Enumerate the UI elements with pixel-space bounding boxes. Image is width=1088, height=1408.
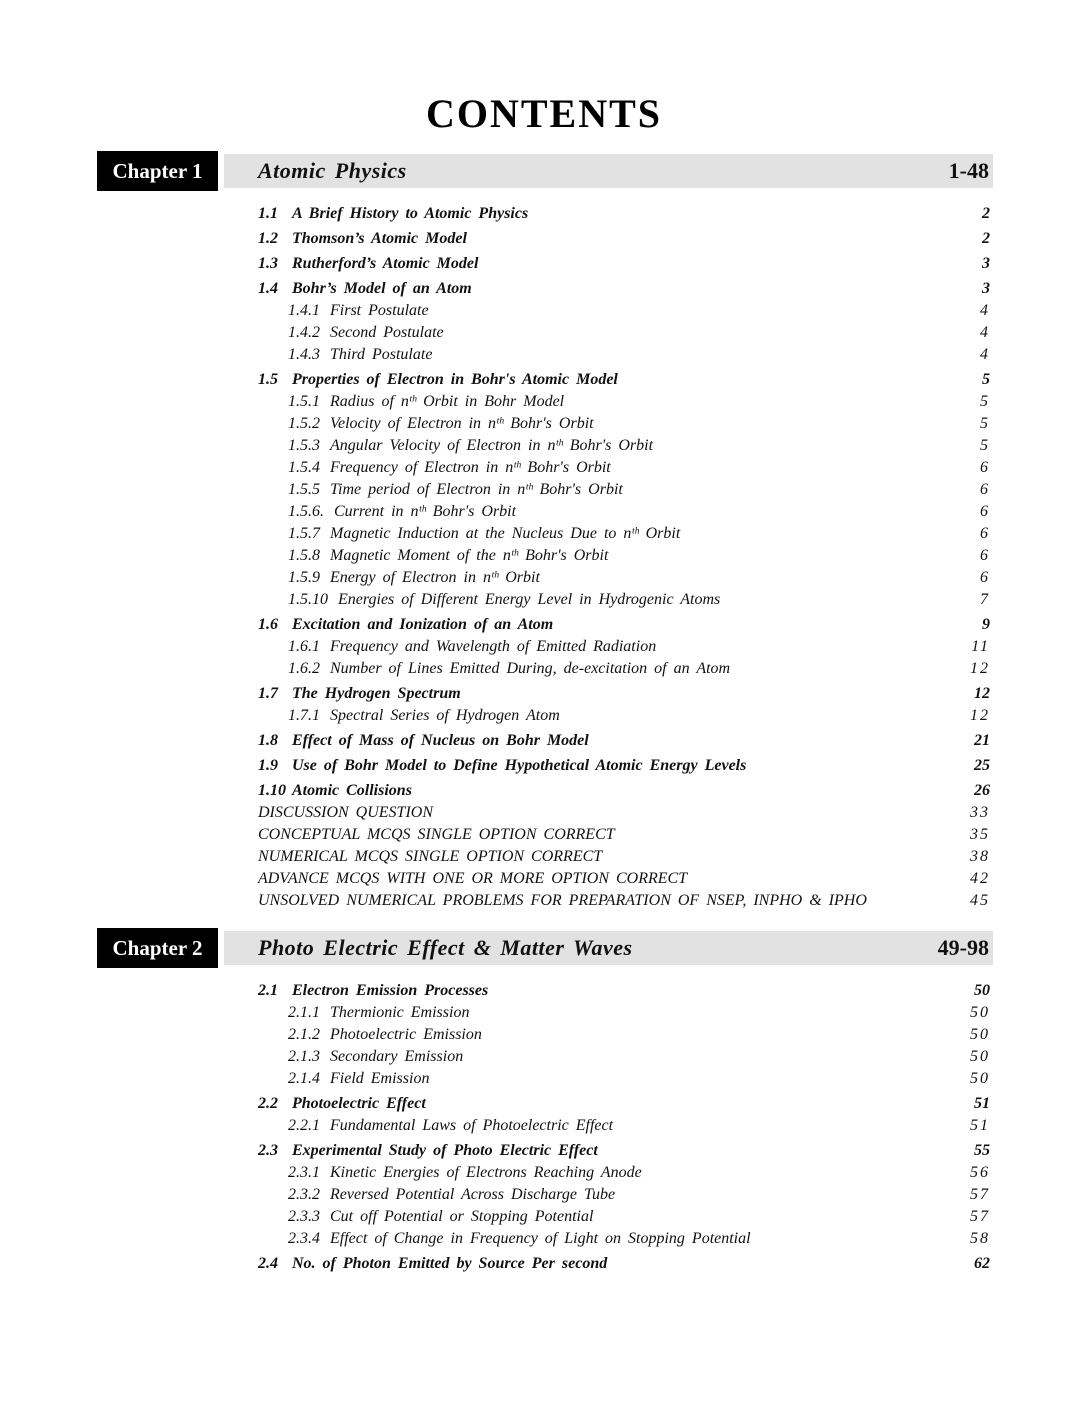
toc-entry-row [258,636,990,658]
entry-title: Cut off Potential or Stopping Potential [330,1208,594,1225]
entry-page-number: 6 [980,503,990,520]
entry-number: 2.3.2 [288,1186,320,1203]
entry-title: NUMERICAL MCQS SINGLE OPTION CORRECT [258,848,603,865]
entry-number: 1.5.3 [288,437,320,454]
entry-number: 2.3.4 [288,1230,320,1247]
entry-title: Thermionic Emission [330,1004,470,1021]
entry-title: Angular Velocity of Electron in nᵗʰ Bohr's Orbit [330,437,654,454]
chapter-label: Chapter 2 [97,928,224,968]
toc-entry-row [258,802,990,824]
toc-entry-row [258,523,990,545]
entry-title: Magnetic Moment of the nᵗʰ Bohr's Orbit [330,547,609,564]
entry-page-number: 4 [980,324,990,341]
entry-number: 1.5.6. [288,503,324,520]
toc-entry-row [258,567,990,589]
toc-entry-row [258,322,990,344]
entry-title: Energy of Electron in nᵗʰ Orbit [330,569,540,586]
entry-number: 2.1.3 [288,1048,320,1065]
toc-entry-row [258,369,990,391]
toc-entry-row [258,545,990,567]
entry-title: DISCUSSION QUESTION [258,804,433,821]
entry-title: Time period of Electron in nᵗʰ Bohr's Orbit [330,481,623,498]
entry-number: 1.4.2 [288,324,320,341]
entry-title: Rutherford’s Atomic Model [292,255,479,272]
entry-page-number: 9 [982,616,990,633]
entry-number: 2.4 [258,1255,278,1272]
entry-number: 1.6.2 [288,660,320,677]
toc-entry-row [258,614,990,636]
entry-title: Effect of Change in Frequency of Light on Stopping Potential [330,1230,751,1247]
toc-entry-row [258,980,990,1002]
entry-title: Thomson’s Atomic Model [292,230,467,247]
entry-number: 1.5.2 [288,415,320,432]
entry-number: 2.1 [258,982,278,999]
entry-title: Spectral Series of Hydrogen Atom [330,707,560,724]
entry-number: 1.5 [258,371,278,388]
toc-entry-row [258,479,990,501]
entry-title: Experimental Study of Photo Electric Effect [292,1142,598,1159]
toc-entry-row [258,344,990,366]
entry-page-number: 25 [974,757,990,774]
entry-title: Kinetic Energies of Electrons Reaching Anode [330,1164,642,1181]
entry-title: Atomic Collisions [292,782,412,799]
toc-entry-row [258,705,990,727]
entry-number: 1.5.1 [288,393,320,410]
entry-number: 1.8 [258,732,278,749]
chapter-list [0,154,1088,1275]
entry-number: 1.4.3 [288,346,320,363]
entry-page-number: 6 [980,525,990,542]
entry-title: No. of Photon Emitted by Source Per second [292,1255,608,1272]
toc-entry-row [258,730,990,752]
entry-number: 1.9 [258,757,278,774]
entry-number: 1.5.9 [288,569,320,586]
entry-title: Reversed Potential Across Discharge Tube [330,1186,616,1203]
entry-title: First Postulate [330,302,429,319]
entry-title: Photoelectric Emission [330,1026,482,1043]
entry-title: Third Postulate [330,346,433,363]
entry-list [258,980,990,1275]
toc-entry-row [258,780,990,802]
entry-title: Number of Lines Emitted During, de-excitation of an Atom [330,660,731,677]
entry-page-number: 5 [980,437,990,454]
toc-entry-row [258,683,990,705]
entry-page-number: 12 [970,707,990,724]
chapter-section [0,931,1088,1275]
entry-number: 2.2.1 [288,1117,320,1134]
toc-entry-row [258,203,990,225]
entry-page-number: 50 [970,1004,990,1021]
entry-page-number: 4 [980,346,990,363]
entry-number: 1.7 [258,685,278,702]
entry-number: 1.1 [258,205,278,222]
entry-page-number: 4 [980,302,990,319]
entry-page-number: 57 [970,1186,990,1203]
toc-entry-row [258,278,990,300]
entry-title: The Hydrogen Spectrum [292,685,461,702]
entry-title: A Brief History to Atomic Physics [292,205,529,222]
entry-page-number: 42 [970,870,990,887]
entry-page-number: 45 [970,892,990,909]
entry-page-number: 6 [980,569,990,586]
entry-page-number: 58 [970,1230,990,1247]
entry-number: 2.3.1 [288,1164,320,1181]
entry-title: Radius of nᵗʰ Orbit in Bohr Model [330,393,565,410]
entry-page-number: 11 [971,638,990,655]
entry-page-number: 7 [980,591,990,608]
entry-title: Fundamental Laws of Photoelectric Effect [330,1117,614,1134]
entry-number: 1.5.10 [288,591,328,608]
toc-entry-row [258,253,990,275]
entry-page-number: 5 [980,393,990,410]
entry-list [258,203,990,912]
entry-page-number: 51 [974,1095,990,1112]
entry-page-number: 56 [970,1164,990,1181]
entry-page-number: 50 [970,1048,990,1065]
chapter-section [0,154,1088,912]
entry-page-number: 35 [970,826,990,843]
entry-number: 1.5.8 [288,547,320,564]
toc-entry-row [258,755,990,777]
toc-entry-row [258,228,990,250]
entry-page-number: 62 [974,1255,990,1272]
chapter-page-range: 49-98 [937,935,989,960]
entry-number: 1.5.4 [288,459,320,476]
entry-page-number: 21 [974,732,990,749]
entry-page-number: 50 [974,982,990,999]
toc-entry-row [258,1068,990,1090]
entry-title: Energies of Different Energy Level in Hydrogenic Atoms [338,591,721,608]
entry-page-number: 55 [974,1142,990,1159]
entry-page-number: 33 [970,804,990,821]
entry-title: Effect of Mass of Nucleus on Bohr Model [292,732,589,749]
toc-entry-row [258,435,990,457]
toc-entry-row [258,1093,990,1115]
entry-number: 1.3 [258,255,278,272]
entry-title: Velocity of Electron in nᵗʰ Bohr's Orbit [330,415,594,432]
toc-entry-row [258,1024,990,1046]
entry-page-number: 6 [980,547,990,564]
entry-page-number: 50 [970,1070,990,1087]
entry-title: Frequency of Electron in nᵗʰ Bohr's Orbit [330,459,611,476]
toc-entry-row [258,846,990,868]
entry-page-number: 51 [970,1117,990,1134]
page-title: CONTENTS [425,91,663,136]
toc-entry-row [258,1206,990,1228]
toc-entry-row [258,1162,990,1184]
entry-number: 2.1.4 [288,1070,320,1087]
entry-title: Bohr’s Model of an Atom [292,280,472,297]
entry-number: 1.10 [258,782,286,799]
toc-entry-row [258,457,990,479]
entry-title: CONCEPTUAL MCQS SINGLE OPTION CORRECT [258,826,615,843]
entry-title: Current in nᵗʰ Bohr's Orbit [334,503,517,520]
entry-title: Frequency and Wavelength of Emitted Radiation [330,638,657,655]
entry-title: UNSOLVED NUMERICAL PROBLEMS FOR PREPARATION OF NSEP, INPHO & IPHO [258,892,867,909]
entry-number: 2.1.2 [288,1026,320,1043]
entry-title: Second Postulate [330,324,444,341]
chapter-page-range: 1-48 [948,158,989,183]
entry-number: 2.2 [258,1095,278,1112]
entry-title: Electron Emission Processes [292,982,489,999]
entry-page-number: 50 [970,1026,990,1043]
entry-number: 1.5.5 [288,481,320,498]
entry-page-number: 26 [974,782,990,799]
toc-entry-row [258,300,990,322]
entry-page-number: 2 [982,230,990,247]
toc-entry-row [258,1184,990,1206]
entry-title: Use of Bohr Model to Define Hypothetical Atomic Energy Levels [292,757,747,774]
toc-entry-row [258,824,990,846]
toc-entry-row [258,413,990,435]
entry-number: 1.5.7 [288,525,320,542]
toc-entry-row [258,1253,990,1275]
entry-number: 2.3.3 [288,1208,320,1225]
entry-page-number: 2 [982,205,990,222]
toc-entry-row [258,589,990,611]
toc-entry-row [258,1140,990,1162]
chapter-header-bar [97,154,993,188]
entry-title: Excitation and Ionization of an Atom [292,616,554,633]
entry-title: Properties of Electron in Bohr's Atomic Model [292,371,618,388]
entry-page-number: 3 [982,255,990,272]
entry-number: 1.6 [258,616,278,633]
entry-page-number: 6 [980,459,990,476]
entry-title: Secondary Emission [330,1048,464,1065]
entry-page-number: 5 [980,415,990,432]
chapter-title: Photo Electric Effect & Matter Waves [258,935,633,960]
entry-title: Magnetic Induction at the Nucleus Due to nᵗʰ Orbit [330,525,681,542]
entry-number: 1.6.1 [288,638,320,655]
entry-page-number: 3 [982,280,990,297]
entry-title: Field Emission [330,1070,430,1087]
toc-entry-row [258,1115,990,1137]
entry-page-number: 38 [970,848,990,865]
toc-entry-row [258,1002,990,1024]
toc-entry-row [258,1046,990,1068]
entry-number: 1.4.1 [288,302,320,319]
entry-page-number: 12 [974,685,990,702]
toc-entry-row [258,501,990,523]
entry-page-number: 5 [982,371,990,388]
entry-number: 1.7.1 [288,707,320,724]
entry-page-number: 6 [980,481,990,498]
entry-title: Photoelectric Effect [292,1095,426,1112]
toc-entry-row [258,658,990,680]
entry-page-number: 57 [970,1208,990,1225]
entry-number: 2.3 [258,1142,278,1159]
entry-number: 1.4 [258,280,278,297]
entry-number: 1.2 [258,230,278,247]
chapter-header-bar [97,931,993,965]
chapter-label: Chapter 1 [97,151,224,191]
entry-page-number: 12 [970,660,990,677]
chapter-title: Atomic Physics [258,158,407,183]
toc-entry-row [258,868,990,890]
toc-entry-row [258,391,990,413]
toc-entry-row [258,1228,990,1250]
entry-title: ADVANCE MCQS WITH ONE OR MORE OPTION CORRECT [258,870,688,887]
toc-entry-row [258,890,990,912]
entry-number: 2.1.1 [288,1004,320,1021]
